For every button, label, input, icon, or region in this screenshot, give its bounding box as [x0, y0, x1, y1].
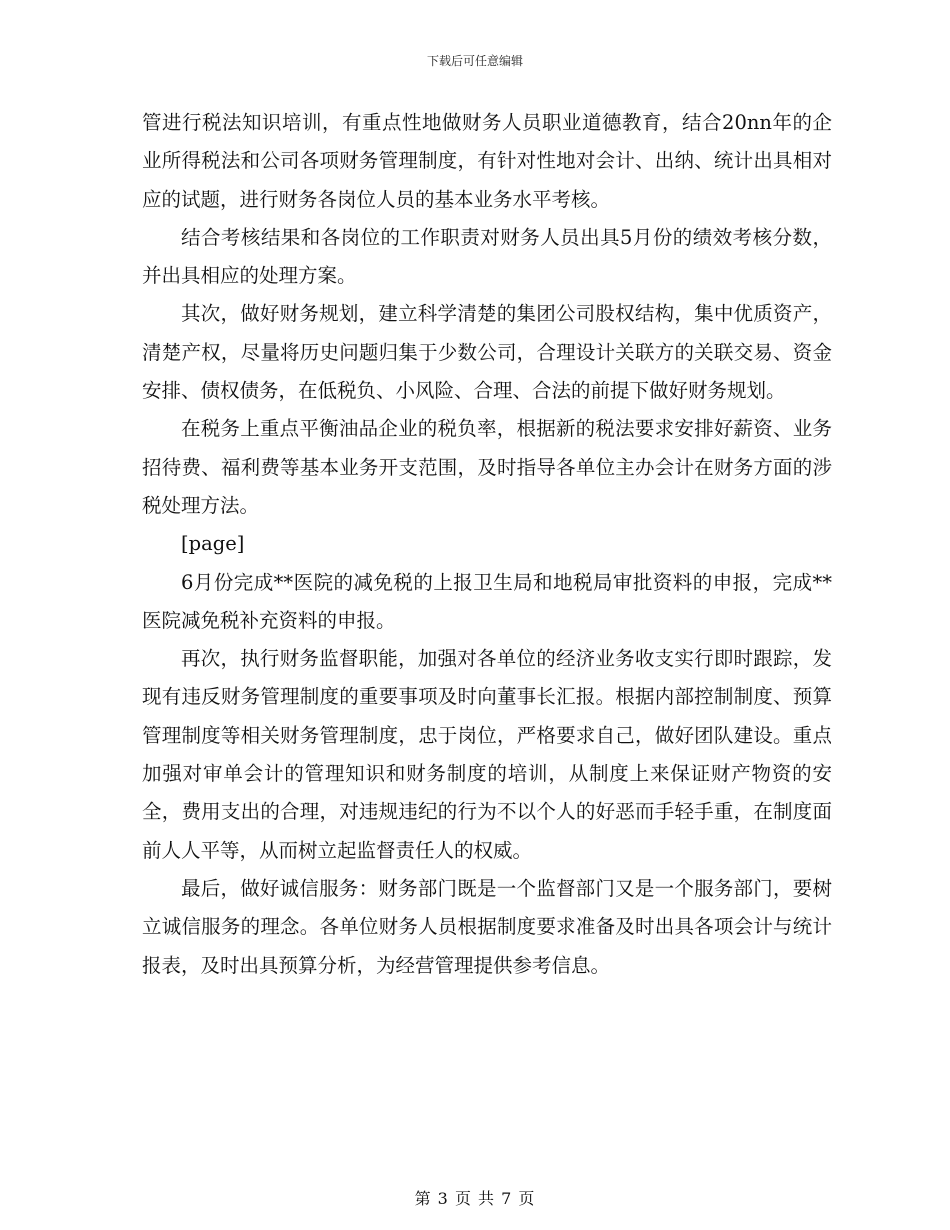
paragraph-7: 最后，做好诚信服务：财务部门既是一个监督部门又是一个服务部门，要树立诚信服务的理念。各单位财务人员根据制度要求准备及时出具各项会计与统计报表，及时出具预算分析，为经营管理提供参考信息。 — [142, 876, 832, 977]
paragraph-2: 结合考核结果和各岗位的工作职责对财务人员出具5月份的绩效考核分数，并出具相应的处理方案。 — [142, 225, 832, 288]
paragraph-4: 在税务上重点平衡油品企业的税负率，根据新的税法要求安排好薪资、业务招待费、福利费等基本业务开支范围，及时指导各单位主办会计在财务方面的涉税处理方法。 — [142, 417, 832, 517]
page-marker: [page] — [181, 532, 245, 556]
page-footer: 第 3 页 共 7 页 — [414, 1189, 536, 1208]
page-header: 下载后可任意编辑 — [426, 54, 523, 68]
paragraph-1: 管进行税法知识培训，有重点性地做财务人员职业道德教育，结合20nn年的企业所得税法和公司各项财务管理制度，有针对性地对会计、出纳、统计出具相对应的试题，进行财务各岗位人员的基本业务水平考核。 — [142, 111, 832, 211]
paragraph-3: 其次，做好财务规划，建立科学清楚的集团公司股权结构，集中优质资产，清楚产权，尽量将历史问题归集于少数公司，合理设计关联方的关联交易、资金安排、债权债务，在低税负、小风险、合理、合法的前提下做好财务规划。 — [142, 302, 832, 403]
document-body — [142, 104, 832, 985]
paragraph-5: 6月份完成**医院的减免税的上报卫生局和地税局审批资料的申报，完成**医院减免税补充资料的申报。 — [142, 570, 832, 632]
paragraph-6: 再次，执行财务监督职能，加强对各单位的经济业务收支实行即时跟踪，发现有违反财务管理制度的重要事项及时向董事长汇报。根据内部控制制度、预算管理制度等相关财务管理制度，忠于岗位，严格要求自己，做好团队建设。重点加强对审单会计的管理知识和财务制度的培训，从制度上来保证财产物资的安全，费用支出的合理，对违规违纪的行为不以个人的好恶而手轻手重，在制度面前人人平等，从而树立起监督责任人的权威。 — [142, 647, 832, 862]
